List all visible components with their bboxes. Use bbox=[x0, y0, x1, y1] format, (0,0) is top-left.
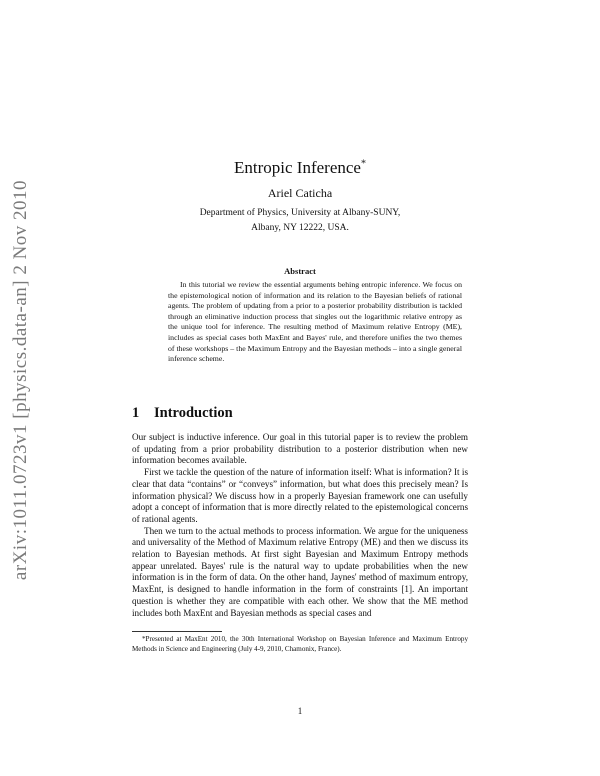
affiliation bbox=[0, 206, 600, 236]
title-footnote-mark: * bbox=[360, 158, 366, 170]
section-title: Introduction bbox=[154, 405, 233, 421]
affiliation-line-2: Albany, NY 12222, USA. bbox=[251, 223, 349, 233]
abstract-heading: Abstract bbox=[284, 266, 316, 276]
page-number: 1 bbox=[297, 706, 303, 716]
author-name: Ariel Caticha bbox=[267, 186, 333, 200]
body-paragraph-3: Then we turn to the actual methods to process information. We argue for the uniqueness and universality of the Method of Maximum relative Entropy (ME) and then we discuss its relation to Bayesian methods. At first sight Bayesian and Maximum Entropy methods appear unrelated. Bayes' rule is the natural way to update probabilities when the new information is in the form of data. On the other hand, Jaynes' method of maximum entropy, MaxEnt, is designed to handle information in the form of constraints [1]. An important question is whether they are compatible with each other. We show that the ME method includes both MaxEnt and Bayesian methods as special cases and bbox=[132, 525, 468, 618]
body-paragraph-1: Our subject is inductive inference. Our goal in this tutorial paper is to review the problem of updating from a prior probability distribution to a posterior distribution when new information becomes available. bbox=[132, 432, 468, 466]
footnote-rule bbox=[132, 631, 222, 632]
paper-title-text: Entropic Inference bbox=[234, 158, 361, 177]
affiliation-line-1: Department of Physics, University at Albany-SUNY, bbox=[199, 208, 401, 218]
abstract-text: In this tutorial we review the essential arguments behing entropic inference. We focus on the epistemological notion of information and its relation to the Bayesian beliefs of rational agents. The problem of updating from a prior to a posterior probability distribution is tackled through an eliminative induction process that singles out the logarithmic relative entropy as the unique tool for inference. The resulting method of Maximum relative Entropy (ME), includes as special cases both MaxEnt and Bayes' rule, and therefore unifies the two themes of these workshops – the Maximum Entropy and the Bayesian methods – into a single general inference scheme. bbox=[168, 280, 462, 364]
footnote: *Presented at MaxEnt 2010, the 30th International Workshop on Bayesian Inference and Maximum Entropy Methods in Science and Engineering (July 4-9, 2010, Chamonix, France). bbox=[132, 635, 468, 653]
section-number: 1 bbox=[132, 405, 140, 421]
section-heading bbox=[132, 405, 233, 422]
paper-title bbox=[0, 158, 600, 178]
arxiv-identifier-stamp: arXiv:1011.0723v1 [physics.data-an] 2 Nov 2010 bbox=[10, 179, 31, 581]
body-text bbox=[132, 432, 468, 619]
body-paragraph-2: First we tackle the question of the nature of information itself: What is information? It is clear that data “contains” or “conveys” information, but what does this precisely mean? Is information physical? We discuss how in a properly Bayesian framework one can usefully adopt a concept of information that is more directly related to the epistemological concerns of rational agents. bbox=[132, 467, 468, 524]
